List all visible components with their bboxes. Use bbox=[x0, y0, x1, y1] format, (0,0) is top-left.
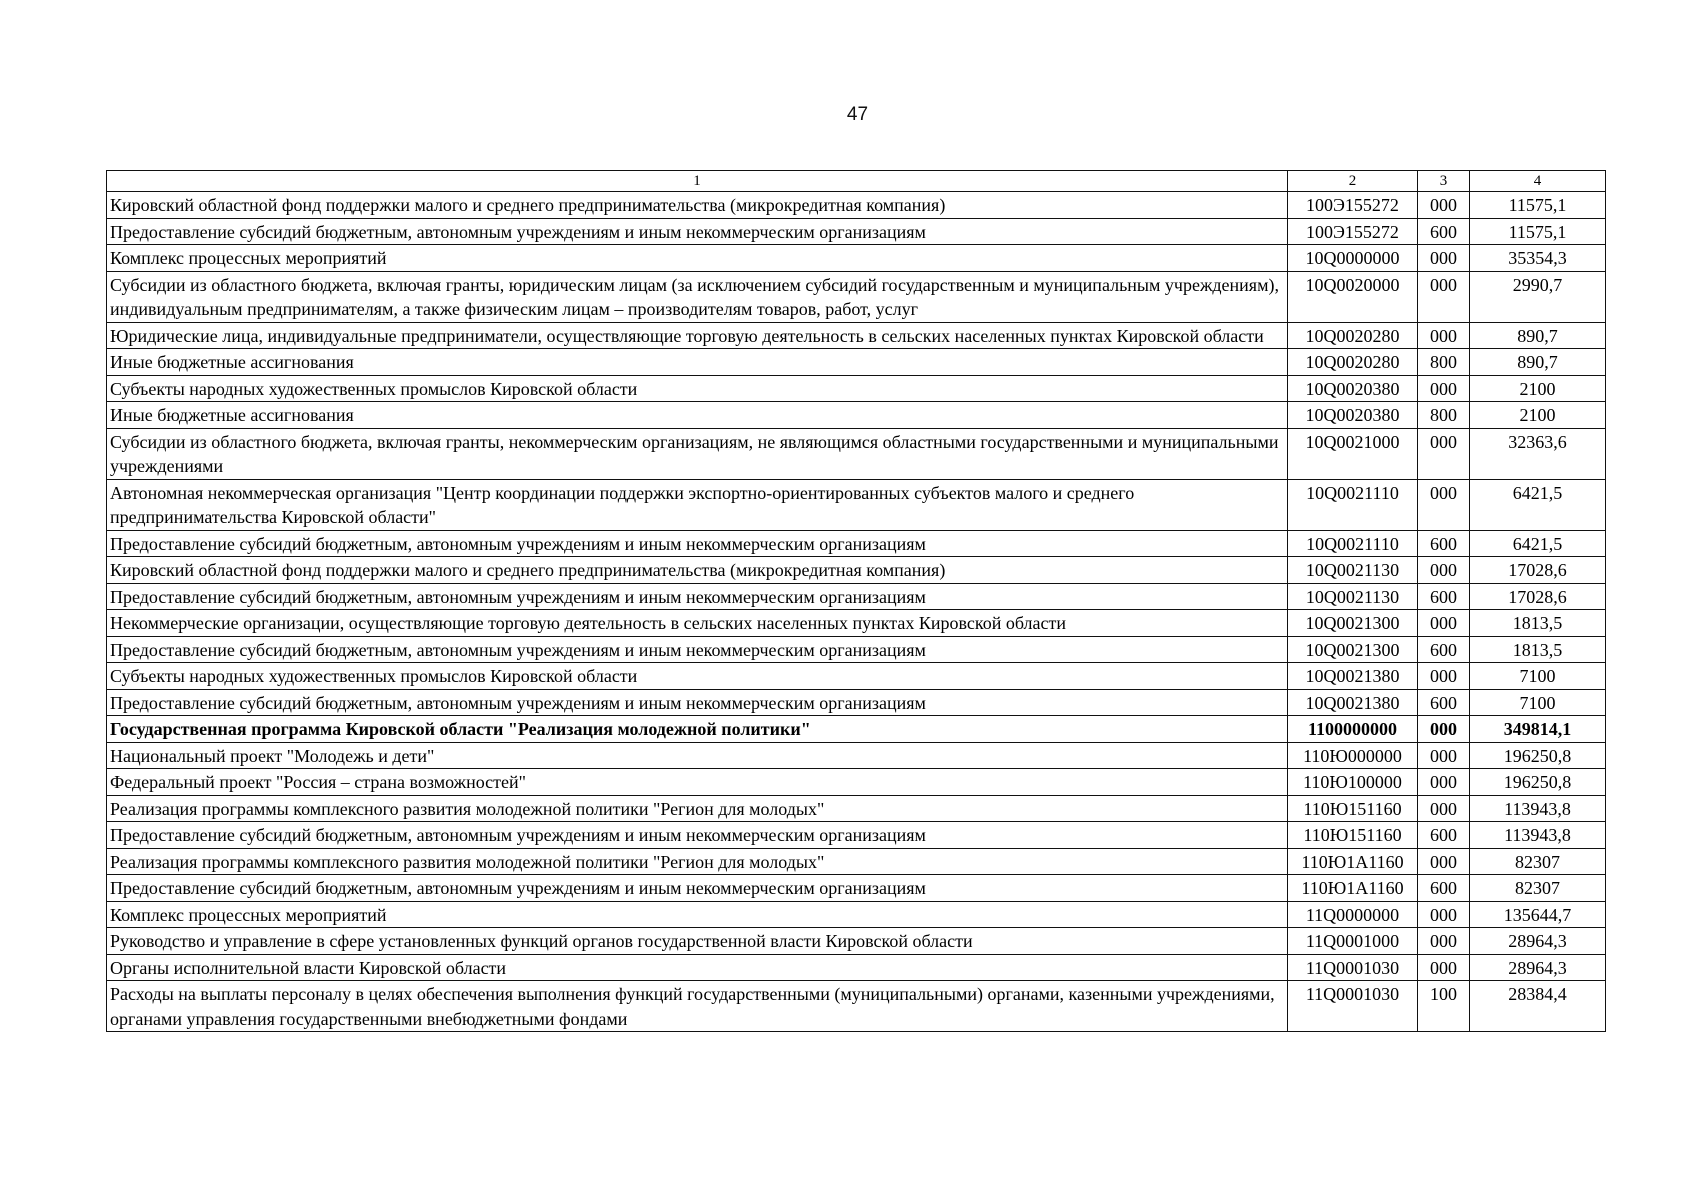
row-name-cell: Некоммерческие организации, осуществляющие торговую деятельность в сельских населенных пунктах Кировской области bbox=[107, 610, 1288, 637]
row-name-cell: Национальный проект "Молодежь и дети" bbox=[107, 742, 1288, 769]
row-code-cell: 10Q0020380 bbox=[1288, 375, 1418, 402]
row-name-cell: Предоставление субсидий бюджетным, автономным учреждениям и иным некоммерческим организациям bbox=[107, 689, 1288, 716]
page-number: 47 bbox=[846, 104, 869, 125]
row-type-cell: 000 bbox=[1418, 848, 1470, 875]
table-row bbox=[107, 742, 1606, 769]
row-code-cell: 10Q0021380 bbox=[1288, 689, 1418, 716]
row-code-cell: 110Ю151160 bbox=[1288, 795, 1418, 822]
row-name-cell: Автономная некоммерческая организация "Центр координации поддержки экспортно-ориентированных субъектов малого и среднего предпринимательства Кировской области" bbox=[107, 479, 1288, 530]
row-sum-cell: 349814,1 bbox=[1470, 716, 1606, 743]
row-sum-cell: 2100 bbox=[1470, 402, 1606, 429]
row-code-cell: 110Ю1А1160 bbox=[1288, 848, 1418, 875]
row-type-cell: 000 bbox=[1418, 954, 1470, 981]
row-type-cell: 600 bbox=[1418, 530, 1470, 557]
row-code-cell: 10Q0021130 bbox=[1288, 583, 1418, 610]
row-code-cell: 11Q0001030 bbox=[1288, 981, 1418, 1032]
table-row bbox=[107, 636, 1606, 663]
table-row bbox=[107, 583, 1606, 610]
row-sum-cell: 1813,5 bbox=[1470, 636, 1606, 663]
table-row bbox=[107, 954, 1606, 981]
row-name-cell: Предоставление субсидий бюджетным, автономным учреждениям и иным некоммерческим организациям bbox=[107, 875, 1288, 902]
table-row bbox=[107, 689, 1606, 716]
row-sum-cell: 32363,6 bbox=[1470, 428, 1606, 479]
table-header-row bbox=[107, 171, 1606, 192]
row-code-cell: 11Q0001000 bbox=[1288, 928, 1418, 955]
row-name-cell: Кировский областной фонд поддержки малого и среднего предпринимательства (микрокредитная компания) bbox=[107, 192, 1288, 219]
row-type-cell: 000 bbox=[1418, 271, 1470, 322]
table-row bbox=[107, 716, 1606, 743]
table-row bbox=[107, 428, 1606, 479]
table-row bbox=[107, 322, 1606, 349]
row-type-cell: 000 bbox=[1418, 928, 1470, 955]
row-code-cell: 10Q0021380 bbox=[1288, 663, 1418, 690]
row-type-cell: 000 bbox=[1418, 742, 1470, 769]
row-sum-cell: 82307 bbox=[1470, 875, 1606, 902]
row-name-cell: Предоставление субсидий бюджетным, автономным учреждениям и иным некоммерческим организациям bbox=[107, 822, 1288, 849]
table-row bbox=[107, 479, 1606, 530]
row-type-cell: 600 bbox=[1418, 822, 1470, 849]
row-name-cell: Реализация программы комплексного развития молодежной политики "Регион для молодых" bbox=[107, 848, 1288, 875]
row-name-cell: Расходы на выплаты персоналу в целях обеспечения выполнения функций государственными (муниципальными) органами, казенными учреждениями, органами управления государственными внебюджетными фондами bbox=[107, 981, 1288, 1032]
row-code-cell: 100Э155272 bbox=[1288, 218, 1418, 245]
row-name-cell: Органы исполнительной власти Кировской области bbox=[107, 954, 1288, 981]
row-type-cell: 600 bbox=[1418, 636, 1470, 663]
row-sum-cell: 28964,3 bbox=[1470, 928, 1606, 955]
table-row bbox=[107, 901, 1606, 928]
row-name-cell: Кировский областной фонд поддержки малого и среднего предпринимательства (микрокредитная компания) bbox=[107, 557, 1288, 584]
row-sum-cell: 17028,6 bbox=[1470, 583, 1606, 610]
row-code-cell: 10Q0021110 bbox=[1288, 530, 1418, 557]
row-type-cell: 000 bbox=[1418, 610, 1470, 637]
row-type-cell: 600 bbox=[1418, 875, 1470, 902]
row-code-cell: 11Q0001030 bbox=[1288, 954, 1418, 981]
row-type-cell: 000 bbox=[1418, 769, 1470, 796]
row-type-cell: 000 bbox=[1418, 557, 1470, 584]
budget-table bbox=[106, 170, 1606, 1032]
row-sum-cell: 890,7 bbox=[1470, 349, 1606, 376]
row-code-cell: 10Q0021000 bbox=[1288, 428, 1418, 479]
table-row bbox=[107, 928, 1606, 955]
row-code-cell: 100Э155272 bbox=[1288, 192, 1418, 219]
row-sum-cell: 11575,1 bbox=[1470, 192, 1606, 219]
row-name-cell: Предоставление субсидий бюджетным, автономным учреждениям и иным некоммерческим организациям bbox=[107, 636, 1288, 663]
table-row bbox=[107, 557, 1606, 584]
row-name-cell: Государственная программа Кировской области "Реализация молодежной политики" bbox=[107, 716, 1288, 743]
row-type-cell: 000 bbox=[1418, 322, 1470, 349]
row-name-cell: Субъекты народных художественных промыслов Кировской области bbox=[107, 663, 1288, 690]
row-name-cell: Реализация программы комплексного развития молодежной политики "Регион для молодых" bbox=[107, 795, 1288, 822]
row-name-cell: Субъекты народных художественных промыслов Кировской области bbox=[107, 375, 1288, 402]
row-code-cell: 110Ю000000 bbox=[1288, 742, 1418, 769]
row-name-cell: Юридические лица, индивидуальные предприниматели, осуществляющие торговую деятельность в сельских населенных пунктах Кировской области bbox=[107, 322, 1288, 349]
row-type-cell: 600 bbox=[1418, 583, 1470, 610]
table-body bbox=[107, 192, 1606, 1032]
row-sum-cell: 6421,5 bbox=[1470, 479, 1606, 530]
table-row bbox=[107, 530, 1606, 557]
row-type-cell: 000 bbox=[1418, 375, 1470, 402]
row-code-cell: 10Q0021130 bbox=[1288, 557, 1418, 584]
row-type-cell: 000 bbox=[1418, 245, 1470, 272]
table-row bbox=[107, 795, 1606, 822]
row-type-cell: 000 bbox=[1418, 192, 1470, 219]
table-row bbox=[107, 402, 1606, 429]
row-sum-cell: 11575,1 bbox=[1470, 218, 1606, 245]
table-row bbox=[107, 769, 1606, 796]
row-type-cell: 000 bbox=[1418, 428, 1470, 479]
table-row bbox=[107, 822, 1606, 849]
row-sum-cell: 17028,6 bbox=[1470, 557, 1606, 584]
row-sum-cell: 82307 bbox=[1470, 848, 1606, 875]
row-code-cell: 1100000000 bbox=[1288, 716, 1418, 743]
row-code-cell: 10Q0020280 bbox=[1288, 349, 1418, 376]
row-name-cell: Субсидии из областного бюджета, включая гранты, некоммерческим организациям, не являющимся областными государственными и муниципальными учреждениями bbox=[107, 428, 1288, 479]
row-name-cell: Иные бюджетные ассигнования bbox=[107, 402, 1288, 429]
header-col-2: 2 bbox=[1288, 171, 1418, 192]
row-type-cell: 000 bbox=[1418, 716, 1470, 743]
row-sum-cell: 196250,8 bbox=[1470, 769, 1606, 796]
row-name-cell: Субсидии из областного бюджета, включая гранты, юридическим лицам (за исключением субсидий государственным и муниципальным учреждениям), индивидуальным предпринимателям, а также физическим лицам – производителям товаров, работ, услуг bbox=[107, 271, 1288, 322]
row-sum-cell: 1813,5 bbox=[1470, 610, 1606, 637]
row-code-cell: 10Q0021300 bbox=[1288, 636, 1418, 663]
row-code-cell: 10Q0020000 bbox=[1288, 271, 1418, 322]
row-code-cell: 10Q0020380 bbox=[1288, 402, 1418, 429]
table-row bbox=[107, 349, 1606, 376]
row-code-cell: 10Q0021110 bbox=[1288, 479, 1418, 530]
row-name-cell: Комплекс процессных мероприятий bbox=[107, 245, 1288, 272]
row-code-cell: 10Q0000000 bbox=[1288, 245, 1418, 272]
header-col-4: 4 bbox=[1470, 171, 1606, 192]
table-row bbox=[107, 848, 1606, 875]
row-sum-cell: 7100 bbox=[1470, 689, 1606, 716]
row-name-cell: Предоставление субсидий бюджетным, автономным учреждениям и иным некоммерческим организациям bbox=[107, 218, 1288, 245]
row-sum-cell: 6421,5 bbox=[1470, 530, 1606, 557]
row-sum-cell: 28964,3 bbox=[1470, 954, 1606, 981]
row-type-cell: 000 bbox=[1418, 663, 1470, 690]
row-code-cell: 10Q0020280 bbox=[1288, 322, 1418, 349]
row-sum-cell: 7100 bbox=[1470, 663, 1606, 690]
row-type-cell: 000 bbox=[1418, 479, 1470, 530]
row-type-cell: 600 bbox=[1418, 689, 1470, 716]
row-sum-cell: 196250,8 bbox=[1470, 742, 1606, 769]
header-col-3: 3 bbox=[1418, 171, 1470, 192]
row-type-cell: 000 bbox=[1418, 901, 1470, 928]
row-sum-cell: 35354,3 bbox=[1470, 245, 1606, 272]
row-type-cell: 100 bbox=[1418, 981, 1470, 1032]
row-code-cell: 110Ю151160 bbox=[1288, 822, 1418, 849]
row-name-cell: Комплекс процессных мероприятий bbox=[107, 901, 1288, 928]
table-row bbox=[107, 375, 1606, 402]
table-row bbox=[107, 218, 1606, 245]
row-sum-cell: 113943,8 bbox=[1470, 795, 1606, 822]
header-col-1: 1 bbox=[107, 171, 1288, 192]
table-row bbox=[107, 981, 1606, 1032]
row-name-cell: Предоставление субсидий бюджетным, автономным учреждениям и иным некоммерческим организациям bbox=[107, 530, 1288, 557]
row-type-cell: 600 bbox=[1418, 218, 1470, 245]
row-sum-cell: 28384,4 bbox=[1470, 981, 1606, 1032]
table-row bbox=[107, 663, 1606, 690]
row-name-cell: Руководство и управление в сфере установленных функций органов государственной власти Кировской области bbox=[107, 928, 1288, 955]
table-row bbox=[107, 875, 1606, 902]
row-sum-cell: 890,7 bbox=[1470, 322, 1606, 349]
row-sum-cell: 135644,7 bbox=[1470, 901, 1606, 928]
row-code-cell: 110Ю1А1160 bbox=[1288, 875, 1418, 902]
row-type-cell: 000 bbox=[1418, 795, 1470, 822]
row-sum-cell: 113943,8 bbox=[1470, 822, 1606, 849]
row-code-cell: 110Ю100000 bbox=[1288, 769, 1418, 796]
row-type-cell: 800 bbox=[1418, 349, 1470, 376]
row-code-cell: 10Q0021300 bbox=[1288, 610, 1418, 637]
table-row bbox=[107, 192, 1606, 219]
row-name-cell: Федеральный проект "Россия – страна возможностей" bbox=[107, 769, 1288, 796]
row-code-cell: 11Q0000000 bbox=[1288, 901, 1418, 928]
table-row bbox=[107, 245, 1606, 272]
row-sum-cell: 2990,7 bbox=[1470, 271, 1606, 322]
table-row bbox=[107, 271, 1606, 322]
row-name-cell: Иные бюджетные ассигнования bbox=[107, 349, 1288, 376]
row-sum-cell: 2100 bbox=[1470, 375, 1606, 402]
table-row bbox=[107, 610, 1606, 637]
row-type-cell: 800 bbox=[1418, 402, 1470, 429]
row-name-cell: Предоставление субсидий бюджетным, автономным учреждениям и иным некоммерческим организациям bbox=[107, 583, 1288, 610]
